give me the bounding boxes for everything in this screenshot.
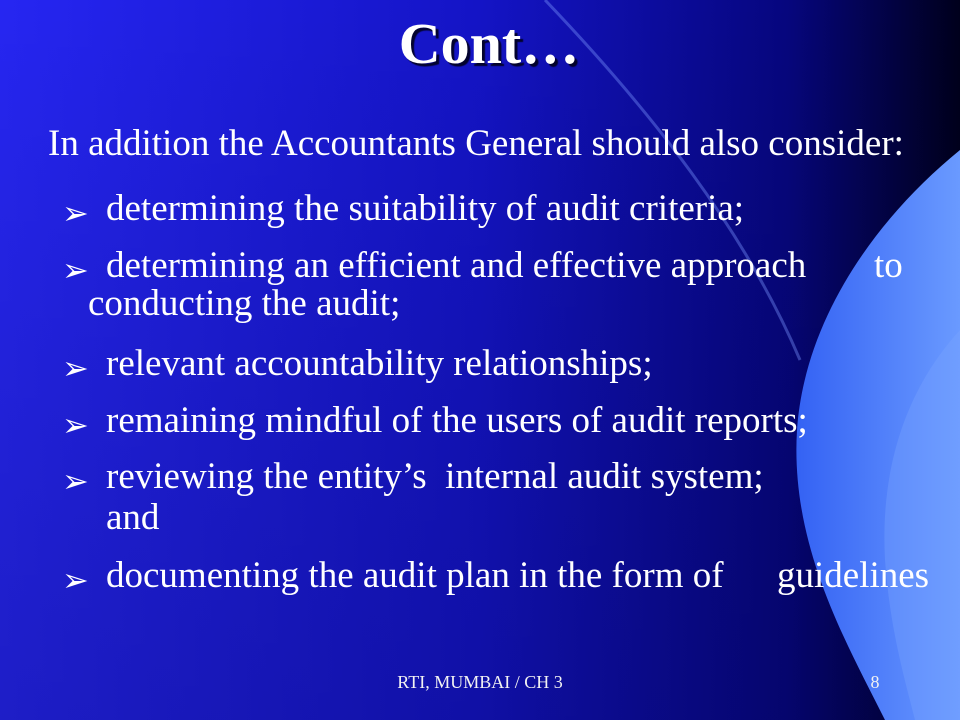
bullet-item [0,245,960,324]
intro-text: In addition the Accountants General should also consider: [48,123,904,164]
bullet-text: remaining mindful of the users of audit reports; [106,400,808,441]
bullet-text: determining the suitability of audit criteria; [106,188,745,229]
bullet-item [0,400,960,444]
bullet-item [0,188,960,232]
arrow-bullet-icon: ➢ [62,561,89,599]
bullet-text: documenting the audit plan in the form of [106,555,724,596]
bullet-text: reviewing the entity’s internal audit system; [106,456,764,497]
arrow-bullet-icon: ➢ [62,194,89,232]
arrow-bullet-icon: ➢ [62,349,89,387]
page-number: 8 [870,672,880,692]
bullet-text-end: to [874,245,903,286]
bullet-continuation: conducting the audit; [88,283,401,324]
bullet-item [0,456,960,538]
slide-title: Cont… [398,11,580,76]
footer-text: RTI, MUMBAI / CH 3 [397,672,563,692]
bullet-item [0,555,960,599]
arrow-bullet-icon: ➢ [62,406,89,444]
bullet-text: determining an efficient and effective approach [106,245,807,286]
bullet-text: relevant accountability relationships; [106,343,653,384]
bullet-continuation: and [106,497,160,538]
bullet-text-end: guidelines [777,555,930,596]
arrow-bullet-icon: ➢ [62,251,89,289]
arrow-bullet-icon: ➢ [62,462,89,500]
bullet-item [0,343,960,387]
